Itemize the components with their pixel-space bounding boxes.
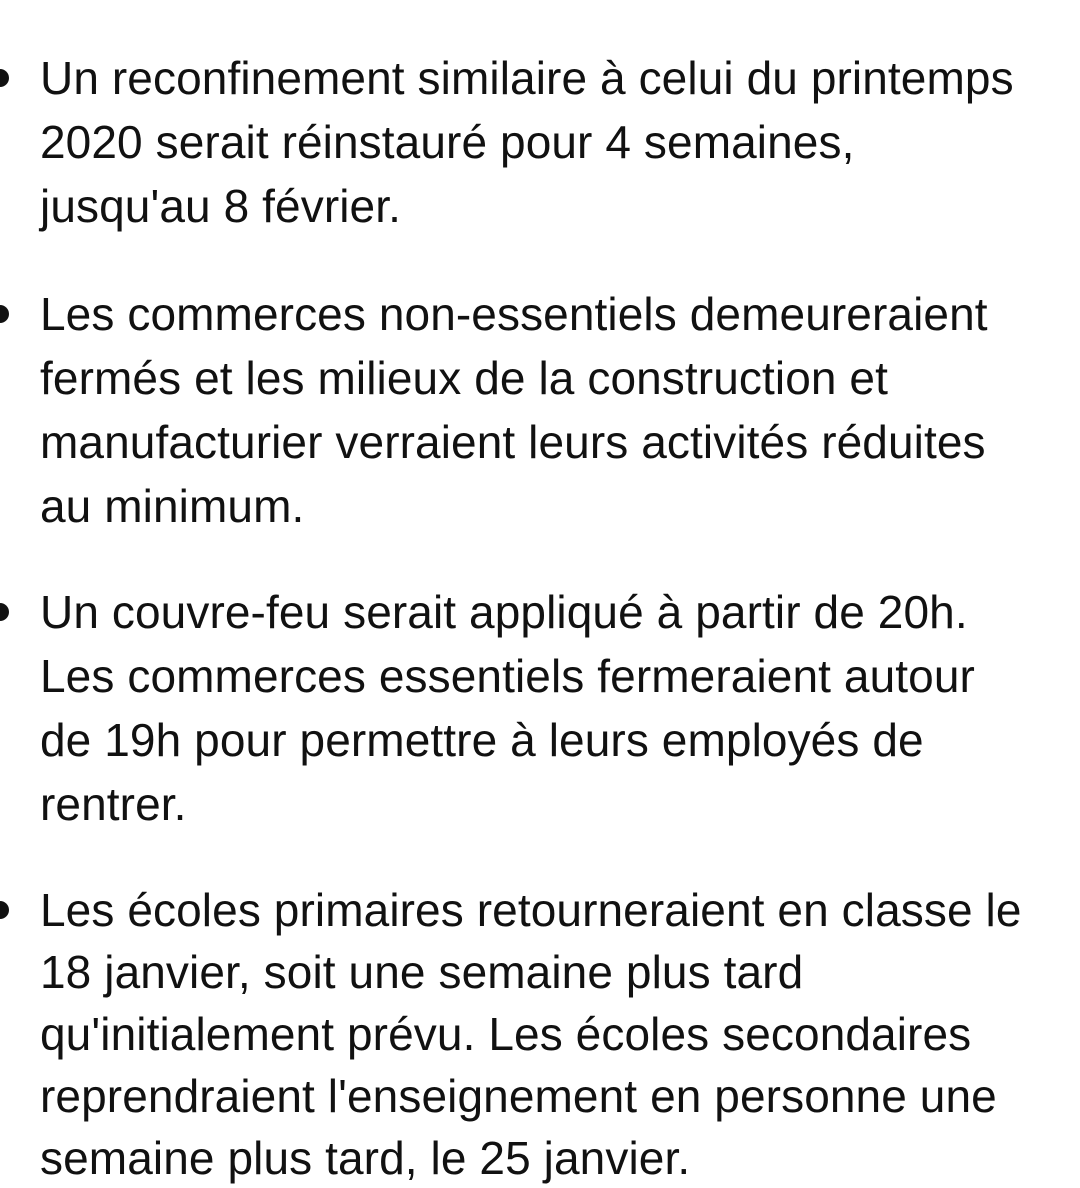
bullet-dot [0, 69, 9, 87]
bullet-line: manufacturier verraient leurs activités réduites [40, 416, 986, 468]
bullet-dot [0, 603, 9, 621]
bullet-line: Un couvre-feu serait appliqué à partir de 20h. [40, 586, 968, 638]
bullet-line: Les commerces non-essentiels demeureraient [40, 288, 988, 340]
bullet-line: 2020 serait réinstauré pour 4 semaines, [40, 116, 855, 168]
bullet-line: de 19h pour permettre à leurs employés de [40, 714, 924, 766]
bullet-line: semaine plus tard, le 25 janvier. [40, 1132, 691, 1184]
bullet-line: Les commerces essentiels fermeraient autour [40, 650, 975, 702]
bullet-line: fermés et les milieux de la construction et [40, 352, 888, 404]
bullet-line: Un reconfinement similaire à celui du printemps [40, 52, 1014, 104]
bullet-line: au minimum. [40, 480, 305, 532]
bullet-line: jusqu'au 8 février. [40, 180, 402, 232]
bullet-line: 18 janvier, soit une semaine plus tard [40, 946, 804, 998]
bullet-line: qu'initialement prévu. Les écoles secondaires [40, 1008, 972, 1060]
bullet-line: reprendraient l'enseignement en personne une [40, 1070, 997, 1122]
bullet-dot [0, 901, 9, 919]
bullet-line: Les écoles primaires retourneraient en classe le [40, 884, 1022, 936]
bullet-dot [0, 305, 9, 323]
bullet-line: rentrer. [40, 778, 187, 830]
